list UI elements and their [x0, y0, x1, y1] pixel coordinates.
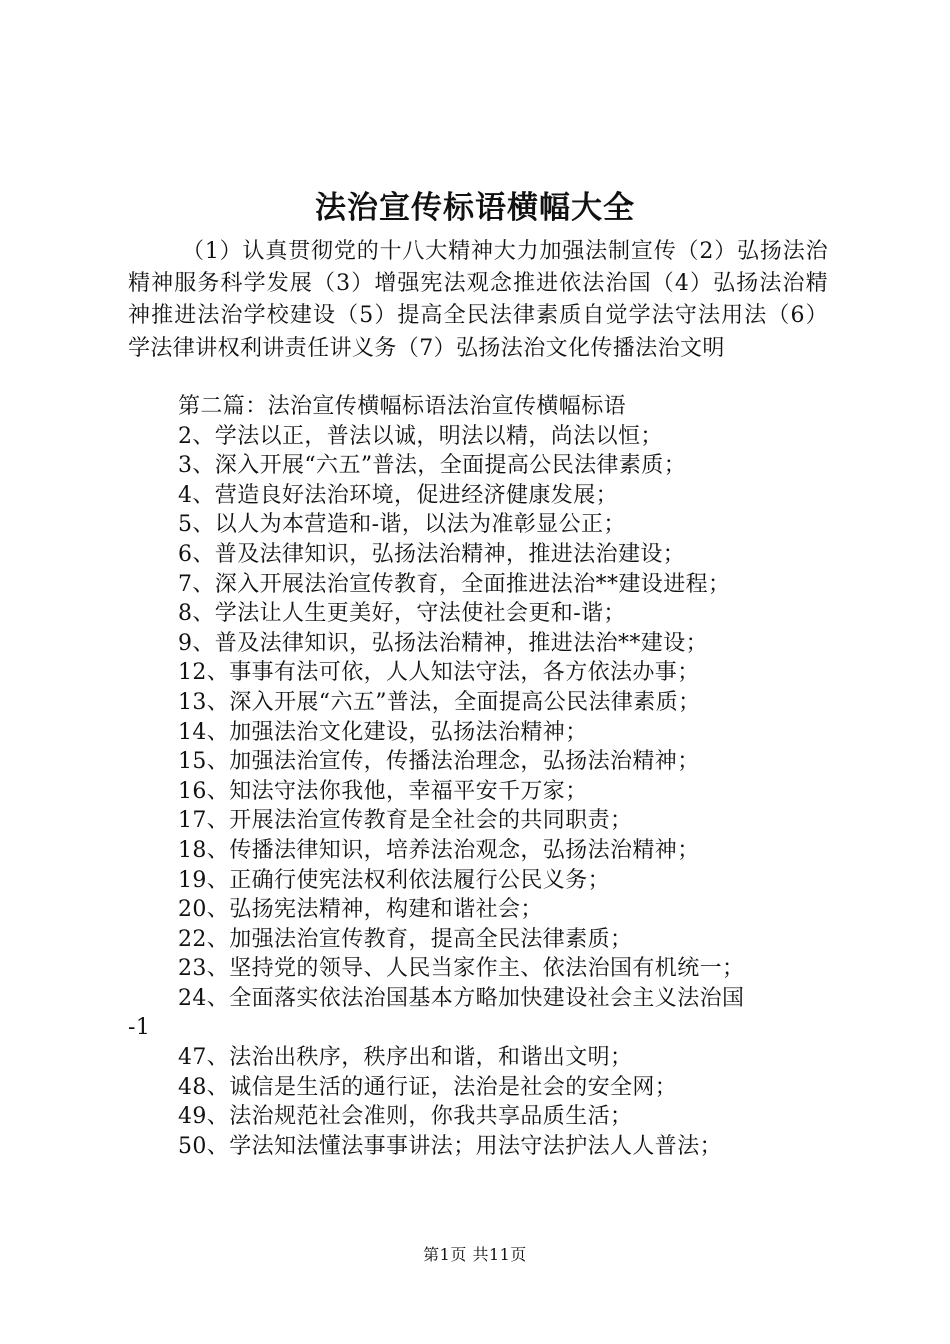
list-item: 16、知法守法你我他，幸福平安千万家； — [178, 778, 588, 804]
list-item: 12、事事有法可依，人人知法守法，各方依法办事； — [178, 660, 700, 686]
list-item: 13、深入开展“六五”普法，全面提高公民法律素质； — [178, 689, 701, 715]
list-item: 22、加强法治宣传教育，提高全民法律素质； — [178, 926, 633, 952]
document-title: 法治宣传标语横幅大全 — [315, 190, 635, 226]
list-item: 8、学法让人生更美好，守法使社会更和-谐； — [178, 601, 626, 627]
list-item: 14、加强法治文化建设，弘扬法治精神； — [178, 719, 588, 745]
list-item: 20、弘扬宪法精神，构建和谐社会； — [178, 897, 543, 923]
list-item: 49、法治规范社会准则，你我共享品质生活； — [178, 1104, 633, 1130]
list-item: 7、深入开展法治宣传教育，全面推进法治**建设进程； — [178, 571, 731, 597]
list-item: 19、正确行使宪法权利依法履行公民义务； — [178, 867, 610, 893]
list-item: 50、学法知法懂法事事讲法；用法守法护法人人普法； — [178, 1133, 722, 1159]
list-item: 17、开展法治宣传教育是全社会的共同职责； — [178, 808, 633, 834]
list-item-continuation: -1 — [128, 1015, 151, 1041]
intro-paragraph: （1）认真贯彻党的十八大精神大力加强法制宣传（2）弘扬法治精神服务科学发展（3）增强宪法观念推进依法治国（4）弘扬法治精神推进法治学校建设（5）提高全民法律素质自觉学法守法用法（6）学法律讲权利讲责任讲义务（7）弘扬法治文化传播法治文明 — [128, 239, 828, 361]
list-item: 9、普及法律知识，弘扬法治精神，推进法治**建设； — [178, 630, 708, 656]
section-heading: 第二篇：法治宣传横幅标语法治宣传横幅标语 — [178, 394, 627, 419]
list-item: 23、坚持党的领导、人民当家作主、依法治国有机统一； — [178, 956, 745, 982]
list-item: 3、深入开展“六五”普法，全面提高公民法律素质； — [178, 453, 687, 479]
list-item: 6、普及法律知识，弘扬法治精神，推进法治建设； — [178, 541, 686, 567]
slogan-list — [128, 392, 828, 1161]
list-item: 5、以人为本营造和-谐，以法为准彰显公正； — [178, 512, 626, 538]
list-item: 47、法治出秩序，秩序出和谐，和谐出文明； — [178, 1045, 633, 1071]
list-item: 24、全面落实依法治国基本方略加快建设社会主义法治国 — [178, 985, 745, 1011]
page-footer: 第1页 共11页 — [423, 1245, 527, 1264]
list-item: 15、加强法治宣传，传播法治理念，弘扬法治精神； — [178, 749, 700, 775]
list-item: 48、诚信是生活的通行证，法治是社会的安全网； — [178, 1074, 678, 1100]
list-item: 18、传播法律知识，培养法治观念，弘扬法治精神； — [178, 837, 700, 863]
list-item: 4、营造良好法治环境，促进经济健康发展； — [178, 482, 618, 508]
list-item: 2、学法以正，普法以诚，明法以精，尚法以恒； — [178, 423, 663, 449]
